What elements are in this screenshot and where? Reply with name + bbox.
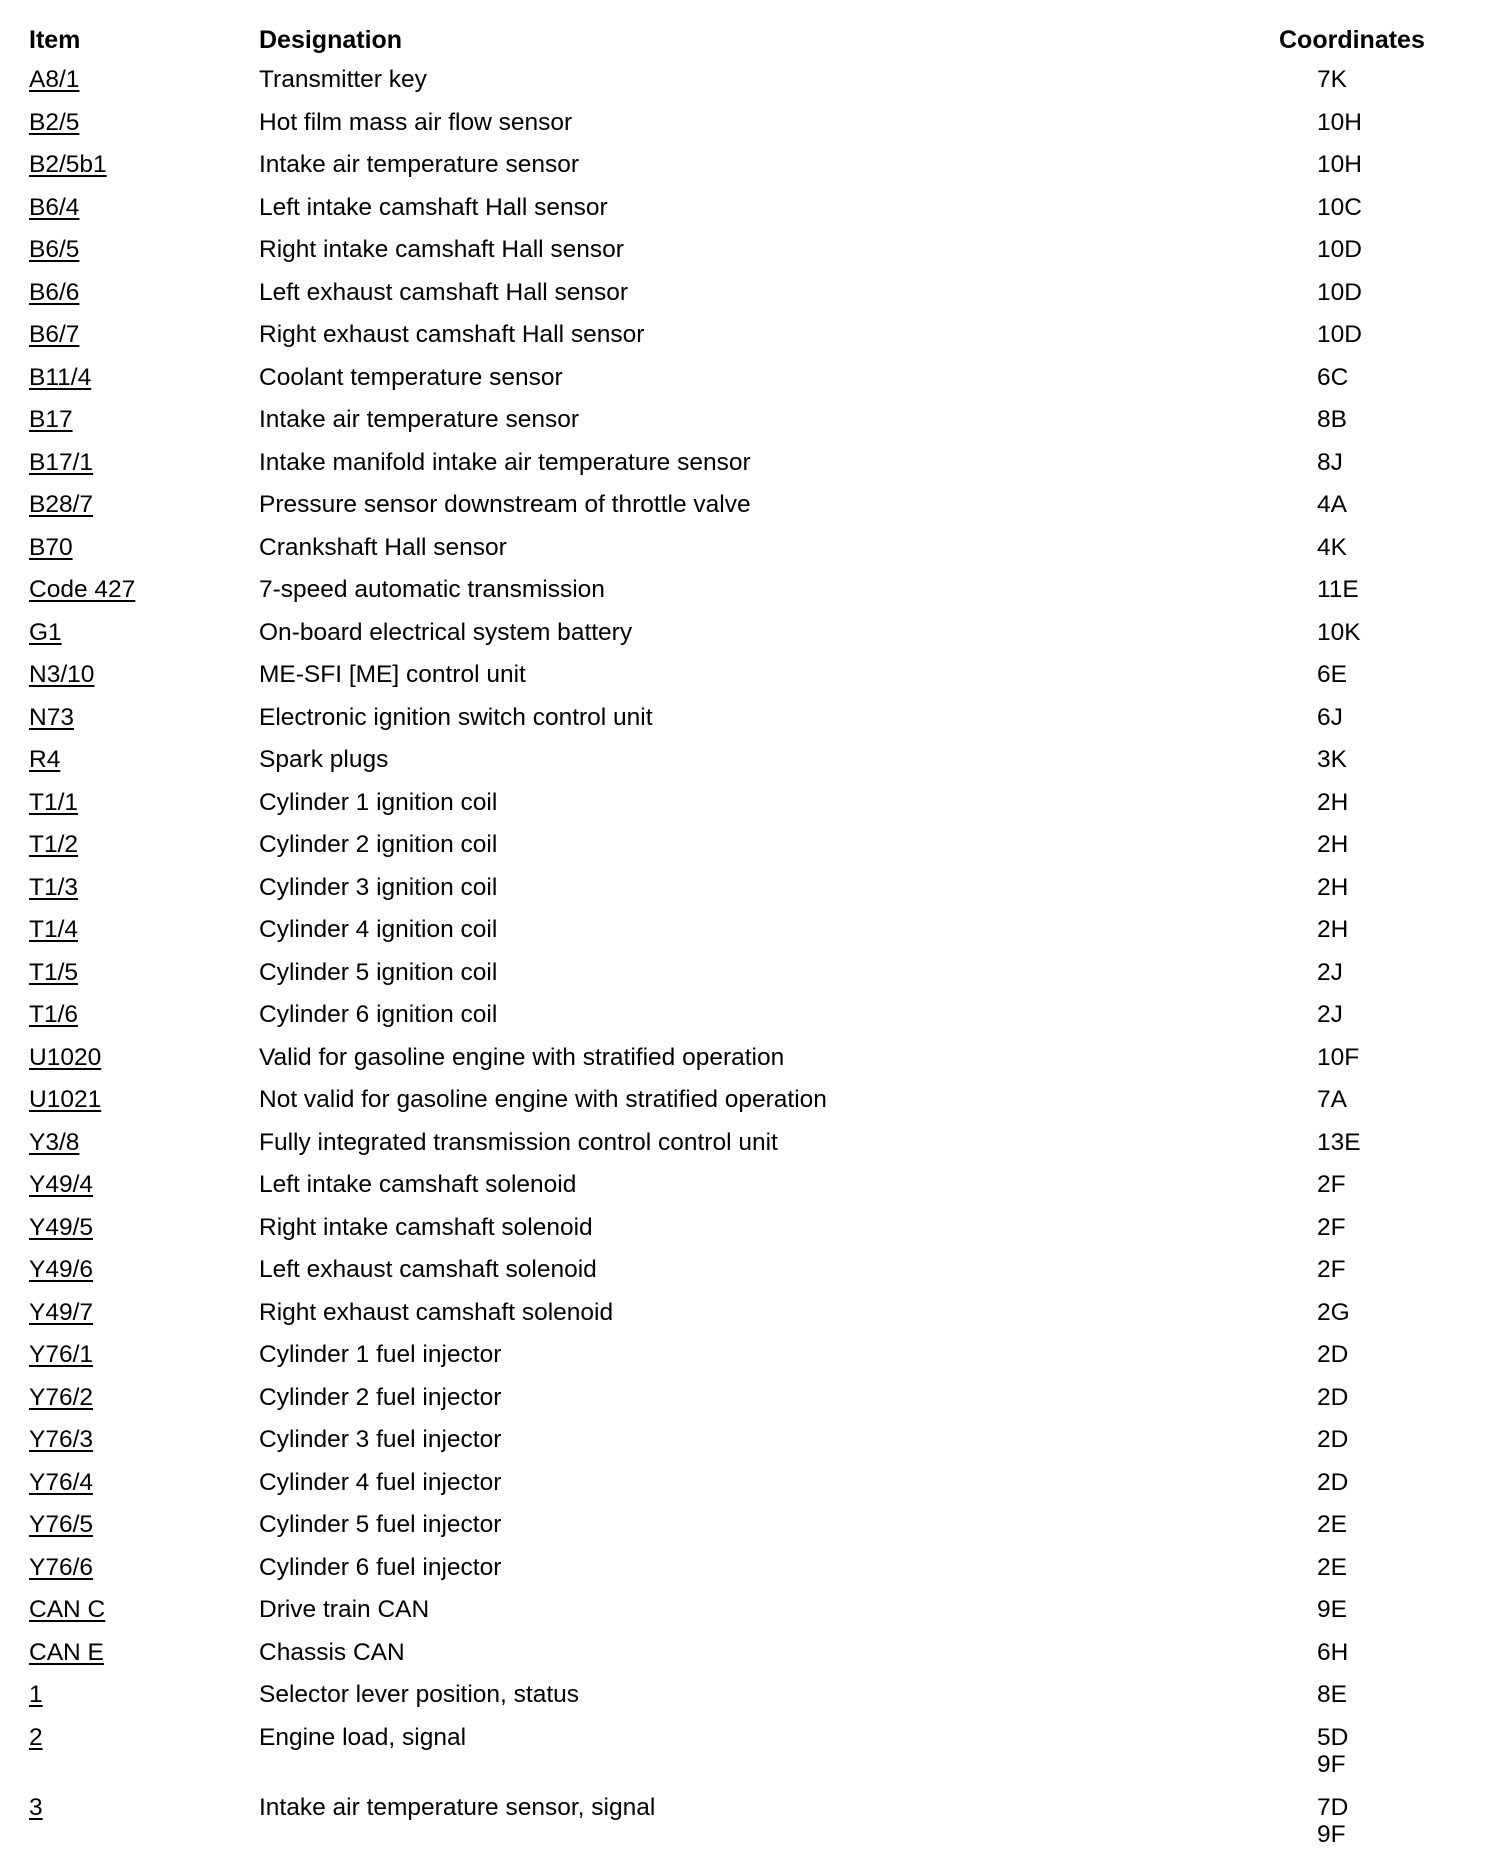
table-row	[29, 1790, 1449, 1860]
item-link[interactable]: Y76/2	[29, 1383, 94, 1411]
item-link[interactable]: Y49/7	[29, 1298, 94, 1326]
coordinates-text: 5D 9F	[1317, 1723, 1349, 1778]
item-link[interactable]: B2/5	[29, 108, 80, 136]
table-row	[29, 1635, 1449, 1678]
table-row	[29, 742, 1449, 785]
table-row	[29, 1592, 1449, 1635]
coordinates-text: 10D	[1317, 321, 1362, 348]
item-link[interactable]: T1/4	[29, 916, 79, 943]
table-row	[29, 997, 1449, 1040]
designation-text: Fully integrated transmission control control unit	[259, 1128, 778, 1156]
item-link[interactable]: Y76/4	[29, 1468, 94, 1496]
item-link[interactable]: B28/7	[29, 491, 94, 518]
coordinates-text: 2H	[1317, 873, 1349, 901]
designation-text: Cylinder 2 fuel injector	[259, 1383, 502, 1411]
designation-text: Not valid for gasoline engine with stratified operation	[259, 1086, 827, 1113]
item-link[interactable]: N3/10	[29, 661, 95, 688]
designation-text: ME-SFI [ME] control unit	[259, 661, 526, 688]
item-link[interactable]: T1/2	[29, 831, 79, 858]
table-row	[29, 615, 1449, 658]
table-row	[29, 1507, 1449, 1550]
coordinates-text: 2H	[1317, 916, 1349, 943]
header-coordinates: Coordinates	[1279, 26, 1425, 54]
coordinates-text: 8E	[1317, 1681, 1347, 1708]
table-row	[29, 1677, 1449, 1720]
item-link[interactable]: Y3/8	[29, 1128, 80, 1156]
item-link[interactable]: Y76/3	[29, 1426, 94, 1453]
coordinates-text: 9E	[1317, 1596, 1347, 1623]
designation-text: Crankshaft Hall sensor	[259, 533, 507, 561]
legend-table	[29, 22, 1449, 1860]
table-row	[29, 1380, 1449, 1423]
coordinates-text: 2J	[1317, 1001, 1343, 1028]
designation-text: Right intake camshaft Hall sensor	[259, 236, 624, 263]
designation-text: Drive train CAN	[259, 1596, 430, 1623]
designation-text: Intake air temperature sensor	[259, 406, 580, 433]
table-row	[29, 530, 1449, 573]
table-row	[29, 105, 1449, 148]
designation-text: Intake manifold intake air temperature sensor	[259, 448, 751, 476]
coordinates-text: 4K	[1317, 533, 1347, 561]
coordinates-text: 10K	[1317, 618, 1361, 646]
coordinates-text: 2D	[1317, 1383, 1349, 1411]
item-link[interactable]: Y76/5	[29, 1511, 94, 1538]
coordinates-text: 6H	[1317, 1638, 1349, 1666]
coordinates-text: 2H	[1317, 788, 1349, 816]
designation-text: Intake air temperature sensor, signal	[259, 1793, 656, 1821]
designation-text: Spark plugs	[259, 746, 389, 773]
item-link[interactable]: T1/3	[29, 873, 79, 901]
coordinates-text: 2D	[1317, 1426, 1349, 1453]
coordinates-text: 11E	[1317, 576, 1359, 603]
coordinates-text: 2E	[1317, 1553, 1347, 1581]
table-row	[29, 317, 1449, 360]
item-link[interactable]: G1	[29, 618, 62, 646]
item-link[interactable]: Code 427	[29, 576, 136, 603]
item-link[interactable]: Y49/6	[29, 1256, 94, 1283]
table-row	[29, 1040, 1449, 1083]
item-link[interactable]: T1/5	[29, 958, 79, 986]
coordinates-text: 6E	[1317, 661, 1347, 688]
table-row	[29, 190, 1449, 233]
item-link[interactable]: B6/6	[29, 278, 80, 306]
coordinates-text: 10D	[1317, 278, 1362, 306]
item-link[interactable]: R4	[29, 746, 61, 773]
item-link[interactable]: B6/7	[29, 321, 80, 348]
designation-text: Cylinder 5 fuel injector	[259, 1511, 502, 1538]
designation-text: Transmitter key	[259, 66, 427, 93]
coordinates-text: 2J	[1317, 958, 1343, 986]
coordinates-text: 2D	[1317, 1341, 1349, 1368]
table-row	[29, 1082, 1449, 1125]
table-row	[29, 62, 1449, 105]
designation-text: Cylinder 4 ignition coil	[259, 916, 498, 943]
designation-text: Left exhaust camshaft solenoid	[259, 1256, 597, 1283]
designation-text: Cylinder 6 ignition coil	[259, 1001, 498, 1028]
designation-text: Left exhaust camshaft Hall sensor	[259, 278, 629, 306]
table-row	[29, 232, 1449, 275]
table-row	[29, 1550, 1449, 1593]
table-row	[29, 827, 1449, 870]
table-row	[29, 1210, 1449, 1253]
item-link[interactable]: T1/6	[29, 1001, 79, 1028]
coordinates-text: 8J	[1317, 448, 1343, 476]
table-row	[29, 402, 1449, 445]
table-row	[29, 1167, 1449, 1210]
coordinates-text: 2F	[1317, 1171, 1346, 1198]
item-link[interactable]: 1	[29, 1681, 43, 1708]
coordinates-text: 10H	[1317, 151, 1362, 178]
designation-text: Cylinder 5 ignition coil	[259, 958, 498, 986]
coordinates-text: 10D	[1317, 236, 1362, 263]
designation-text: Left intake camshaft solenoid	[259, 1171, 577, 1198]
item-link[interactable]: Y49/4	[29, 1171, 94, 1198]
item-link[interactable]: T1/1	[29, 788, 79, 816]
table-row	[29, 1422, 1449, 1465]
table-body	[29, 62, 1449, 1860]
designation-text: Coolant temperature sensor	[259, 363, 563, 391]
item-link[interactable]: A8/1	[29, 66, 80, 93]
designation-text: On-board electrical system battery	[259, 618, 633, 646]
item-link[interactable]: B6/5	[29, 236, 80, 263]
table-row	[29, 700, 1449, 743]
table-row	[29, 1125, 1449, 1168]
table-row	[29, 785, 1449, 828]
designation-text: Hot film mass air flow sensor	[259, 108, 573, 136]
designation-text: Right intake camshaft solenoid	[259, 1213, 593, 1241]
item-link[interactable]: CAN C	[29, 1596, 106, 1623]
coordinates-text: 2H	[1317, 831, 1349, 858]
item-link[interactable]: N73	[29, 703, 74, 731]
coordinates-text: 6C	[1317, 363, 1349, 391]
designation-text: Selector lever position, status	[259, 1681, 580, 1708]
designation-text: Right exhaust camshaft Hall sensor	[259, 321, 645, 348]
header-item: Item	[29, 26, 81, 54]
item-link[interactable]: Y49/5	[29, 1213, 94, 1241]
designation-text: Intake air temperature sensor	[259, 151, 580, 178]
coordinates-text: 10H	[1317, 108, 1362, 136]
table-row	[29, 487, 1449, 530]
item-link[interactable]: Y76/1	[29, 1341, 94, 1368]
designation-text: Cylinder 1 ignition coil	[259, 788, 498, 816]
coordinates-text: 4A	[1317, 491, 1347, 518]
table-row	[29, 912, 1449, 955]
table-row	[29, 1295, 1449, 1338]
item-link[interactable]: U1021	[29, 1086, 102, 1113]
table-row	[29, 955, 1449, 998]
designation-text: Right exhaust camshaft solenoid	[259, 1298, 614, 1326]
item-link[interactable]: B11/4	[29, 363, 92, 391]
item-link[interactable]: B6/4	[29, 193, 80, 221]
designation-text: Chassis CAN	[259, 1638, 405, 1666]
item-link[interactable]: 3	[29, 1793, 43, 1821]
item-link[interactable]: B70	[29, 533, 73, 561]
table-row	[29, 1337, 1449, 1380]
designation-text: Cylinder 3 ignition coil	[259, 873, 498, 901]
designation-text: Left intake camshaft Hall sensor	[259, 193, 608, 221]
designation-text: Cylinder 6 fuel injector	[259, 1553, 502, 1581]
item-link[interactable]: 2	[29, 1723, 43, 1751]
designation-text: Cylinder 4 fuel injector	[259, 1468, 502, 1496]
table-row	[29, 657, 1449, 700]
coordinates-text: 2E	[1317, 1511, 1347, 1538]
designation-text: Engine load, signal	[259, 1723, 467, 1751]
designation-text: Pressure sensor downstream of throttle valve	[259, 491, 751, 518]
coordinates-text: 2F	[1317, 1213, 1346, 1241]
designation-text: Cylinder 3 fuel injector	[259, 1426, 502, 1453]
designation-text: Electronic ignition switch control unit	[259, 703, 653, 731]
table-row	[29, 275, 1449, 318]
designation-text: Cylinder 1 fuel injector	[259, 1341, 502, 1368]
coordinates-text: 10C	[1317, 193, 1362, 221]
item-link[interactable]: U1020	[29, 1043, 102, 1071]
coordinates-text: 2G	[1317, 1298, 1350, 1326]
table-row	[29, 1465, 1449, 1508]
designation-text: 7-speed automatic transmission	[259, 576, 605, 603]
table-row	[29, 1252, 1449, 1295]
table-row	[29, 147, 1449, 190]
item-link[interactable]: CAN E	[29, 1638, 104, 1666]
table-row	[29, 870, 1449, 913]
coordinates-text: 13E	[1317, 1128, 1361, 1156]
coordinates-text: 3K	[1317, 746, 1347, 773]
table-row	[29, 572, 1449, 615]
coordinates-text: 7D 9F	[1317, 1793, 1349, 1848]
coordinates-text: 2D	[1317, 1468, 1349, 1496]
item-link[interactable]: Y76/6	[29, 1553, 94, 1581]
item-link[interactable]: B17	[29, 406, 73, 433]
coordinates-text: 7K	[1317, 66, 1347, 93]
table-row	[29, 1720, 1449, 1790]
table-row	[29, 445, 1449, 488]
designation-text: Valid for gasoline engine with stratified operation	[259, 1043, 785, 1071]
item-link[interactable]: B2/5b1	[29, 151, 107, 178]
header-designation: Designation	[259, 26, 403, 54]
coordinates-text: 2F	[1317, 1256, 1346, 1283]
item-link[interactable]: B17/1	[29, 448, 94, 476]
header-row	[29, 22, 1449, 62]
designation-text: Cylinder 2 ignition coil	[259, 831, 498, 858]
coordinates-text: 10F	[1317, 1043, 1360, 1071]
coordinates-text: 8B	[1317, 406, 1347, 433]
coordinates-text: 6J	[1317, 703, 1343, 731]
coordinates-text: 7A	[1317, 1086, 1347, 1113]
table-row	[29, 360, 1449, 403]
